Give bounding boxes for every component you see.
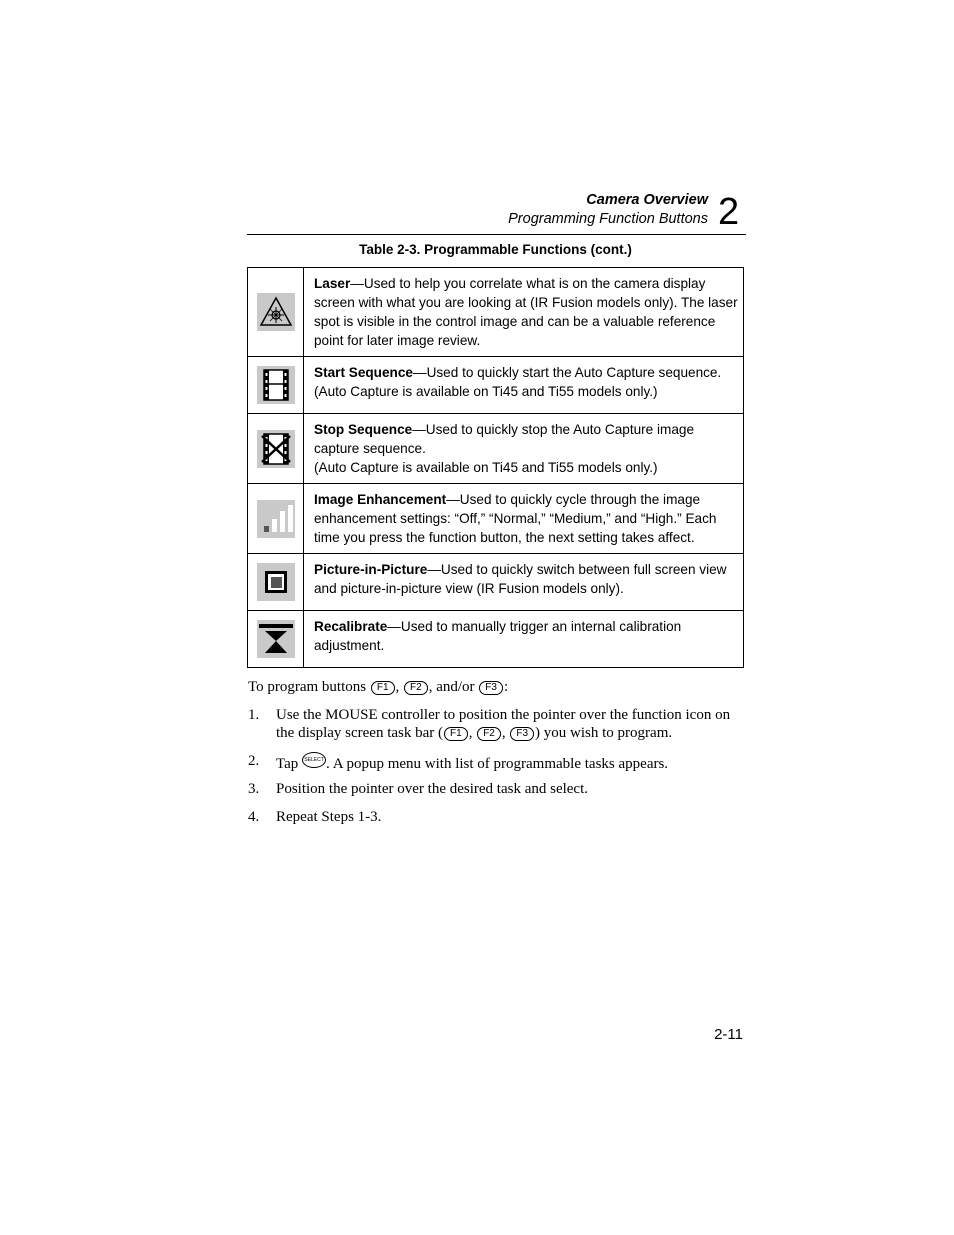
step-text: Repeat Steps 1-3. xyxy=(276,809,382,825)
table-row xyxy=(248,268,744,357)
f3-key-icon: F3 xyxy=(510,727,534,741)
step-text-part: . A popup menu with list of programmable tasks appears. xyxy=(326,756,669,772)
f2-key-icon: F2 xyxy=(477,727,501,741)
step-1 xyxy=(248,706,748,746)
stop-sequence-icon xyxy=(257,430,295,468)
step-2 xyxy=(248,752,748,772)
function-name: Stop Sequence xyxy=(314,422,413,437)
function-note: (Auto Capture is available on Ti45 and Ti55 models only.) xyxy=(314,384,658,399)
chapter-number: 2 xyxy=(718,191,740,233)
function-description: —Used to quickly switch between full screen view and picture-in-picture view (IR Fusion models only). xyxy=(314,562,727,596)
step-3 xyxy=(248,780,748,800)
step-separator: , xyxy=(501,725,510,741)
intro-separator: , xyxy=(395,679,404,695)
section-title: Programming Function Buttons xyxy=(508,211,708,227)
table-row xyxy=(248,357,744,414)
intro-suffix: : xyxy=(503,679,509,695)
select-key-icon: SELECT xyxy=(302,752,326,768)
table-row xyxy=(248,414,744,484)
programmable-functions-table xyxy=(247,267,744,668)
f3-key-icon: F3 xyxy=(479,681,503,695)
page-number: 2-11 xyxy=(714,1026,743,1043)
step-number: 2. xyxy=(248,753,260,769)
function-name: Picture-in-Picture xyxy=(314,562,428,577)
f1-key-icon: F1 xyxy=(371,681,395,695)
step-text: Position the pointer over the desired task and select. xyxy=(276,781,589,797)
function-name: Recalibrate xyxy=(314,619,388,634)
description-cell xyxy=(304,484,744,554)
intro-separator: , and/or xyxy=(428,679,479,695)
step-text xyxy=(276,706,746,742)
step-text-part: ) you wish to program. xyxy=(535,725,673,741)
step-number: 1. xyxy=(248,707,260,723)
table-row xyxy=(248,484,744,554)
function-name: Laser xyxy=(314,276,351,291)
recalibrate-icon xyxy=(257,620,295,658)
start-sequence-icon xyxy=(257,366,295,404)
table-row xyxy=(248,611,744,668)
description-cell xyxy=(304,268,744,357)
description-cell xyxy=(304,611,744,668)
f1-key-icon: F1 xyxy=(444,727,468,741)
description-cell xyxy=(304,414,744,484)
header-rule xyxy=(247,234,746,235)
table-caption: Table 2-3. Programmable Functions (cont.) xyxy=(359,242,632,257)
icon-cell xyxy=(248,357,304,414)
function-description: —Used to quickly cycle through the image enhancement settings: “Off,” “Normal,” “Medium,” and “High.” Each time you press the function button, the next setting takes affect. xyxy=(314,492,717,545)
step-number: 4. xyxy=(248,809,260,825)
icon-cell xyxy=(248,484,304,554)
function-name: Image Enhancement xyxy=(314,492,447,507)
function-note: (Auto Capture is available on Ti45 and Ti55 models only.) xyxy=(314,460,658,475)
image-enhancement-icon xyxy=(257,500,295,538)
step-text-part: Use the MOUSE controller to position the pointer over the function icon on the display screen task bar ( xyxy=(276,707,731,741)
f2-key-icon: F2 xyxy=(404,681,428,695)
chapter-title: Camera Overview xyxy=(586,192,708,208)
step-text xyxy=(276,752,746,773)
description-cell xyxy=(304,357,744,414)
function-description: —Used to help you correlate what is on the camera display screen with what you are looking at (IR Fusion models only). The laser spot is visible in the control image and can be a valuable reference point for later image review. xyxy=(314,276,738,348)
function-name: Start Sequence xyxy=(314,365,413,380)
description-cell xyxy=(304,554,744,611)
icon-cell xyxy=(248,414,304,484)
function-description: —Used to quickly start the Auto Capture sequence. xyxy=(412,365,722,380)
step-separator: , xyxy=(468,725,477,741)
icon-cell xyxy=(248,611,304,668)
step-number: 3. xyxy=(248,781,260,797)
running-header xyxy=(490,191,708,229)
intro-paragraph xyxy=(248,678,508,696)
step-text-part: Tap xyxy=(276,756,303,772)
function-description: —Used to quickly stop the Auto Capture image capture sequence. xyxy=(314,422,695,456)
step-4 xyxy=(248,808,748,828)
intro-text: To program buttons xyxy=(248,679,370,695)
table-row xyxy=(248,554,744,611)
picture-in-picture-icon xyxy=(257,563,295,601)
icon-cell xyxy=(248,554,304,611)
function-description: —Used to manually trigger an internal calibration adjustment. xyxy=(314,619,682,653)
icon-cell xyxy=(248,268,304,357)
laser-icon xyxy=(257,293,295,331)
